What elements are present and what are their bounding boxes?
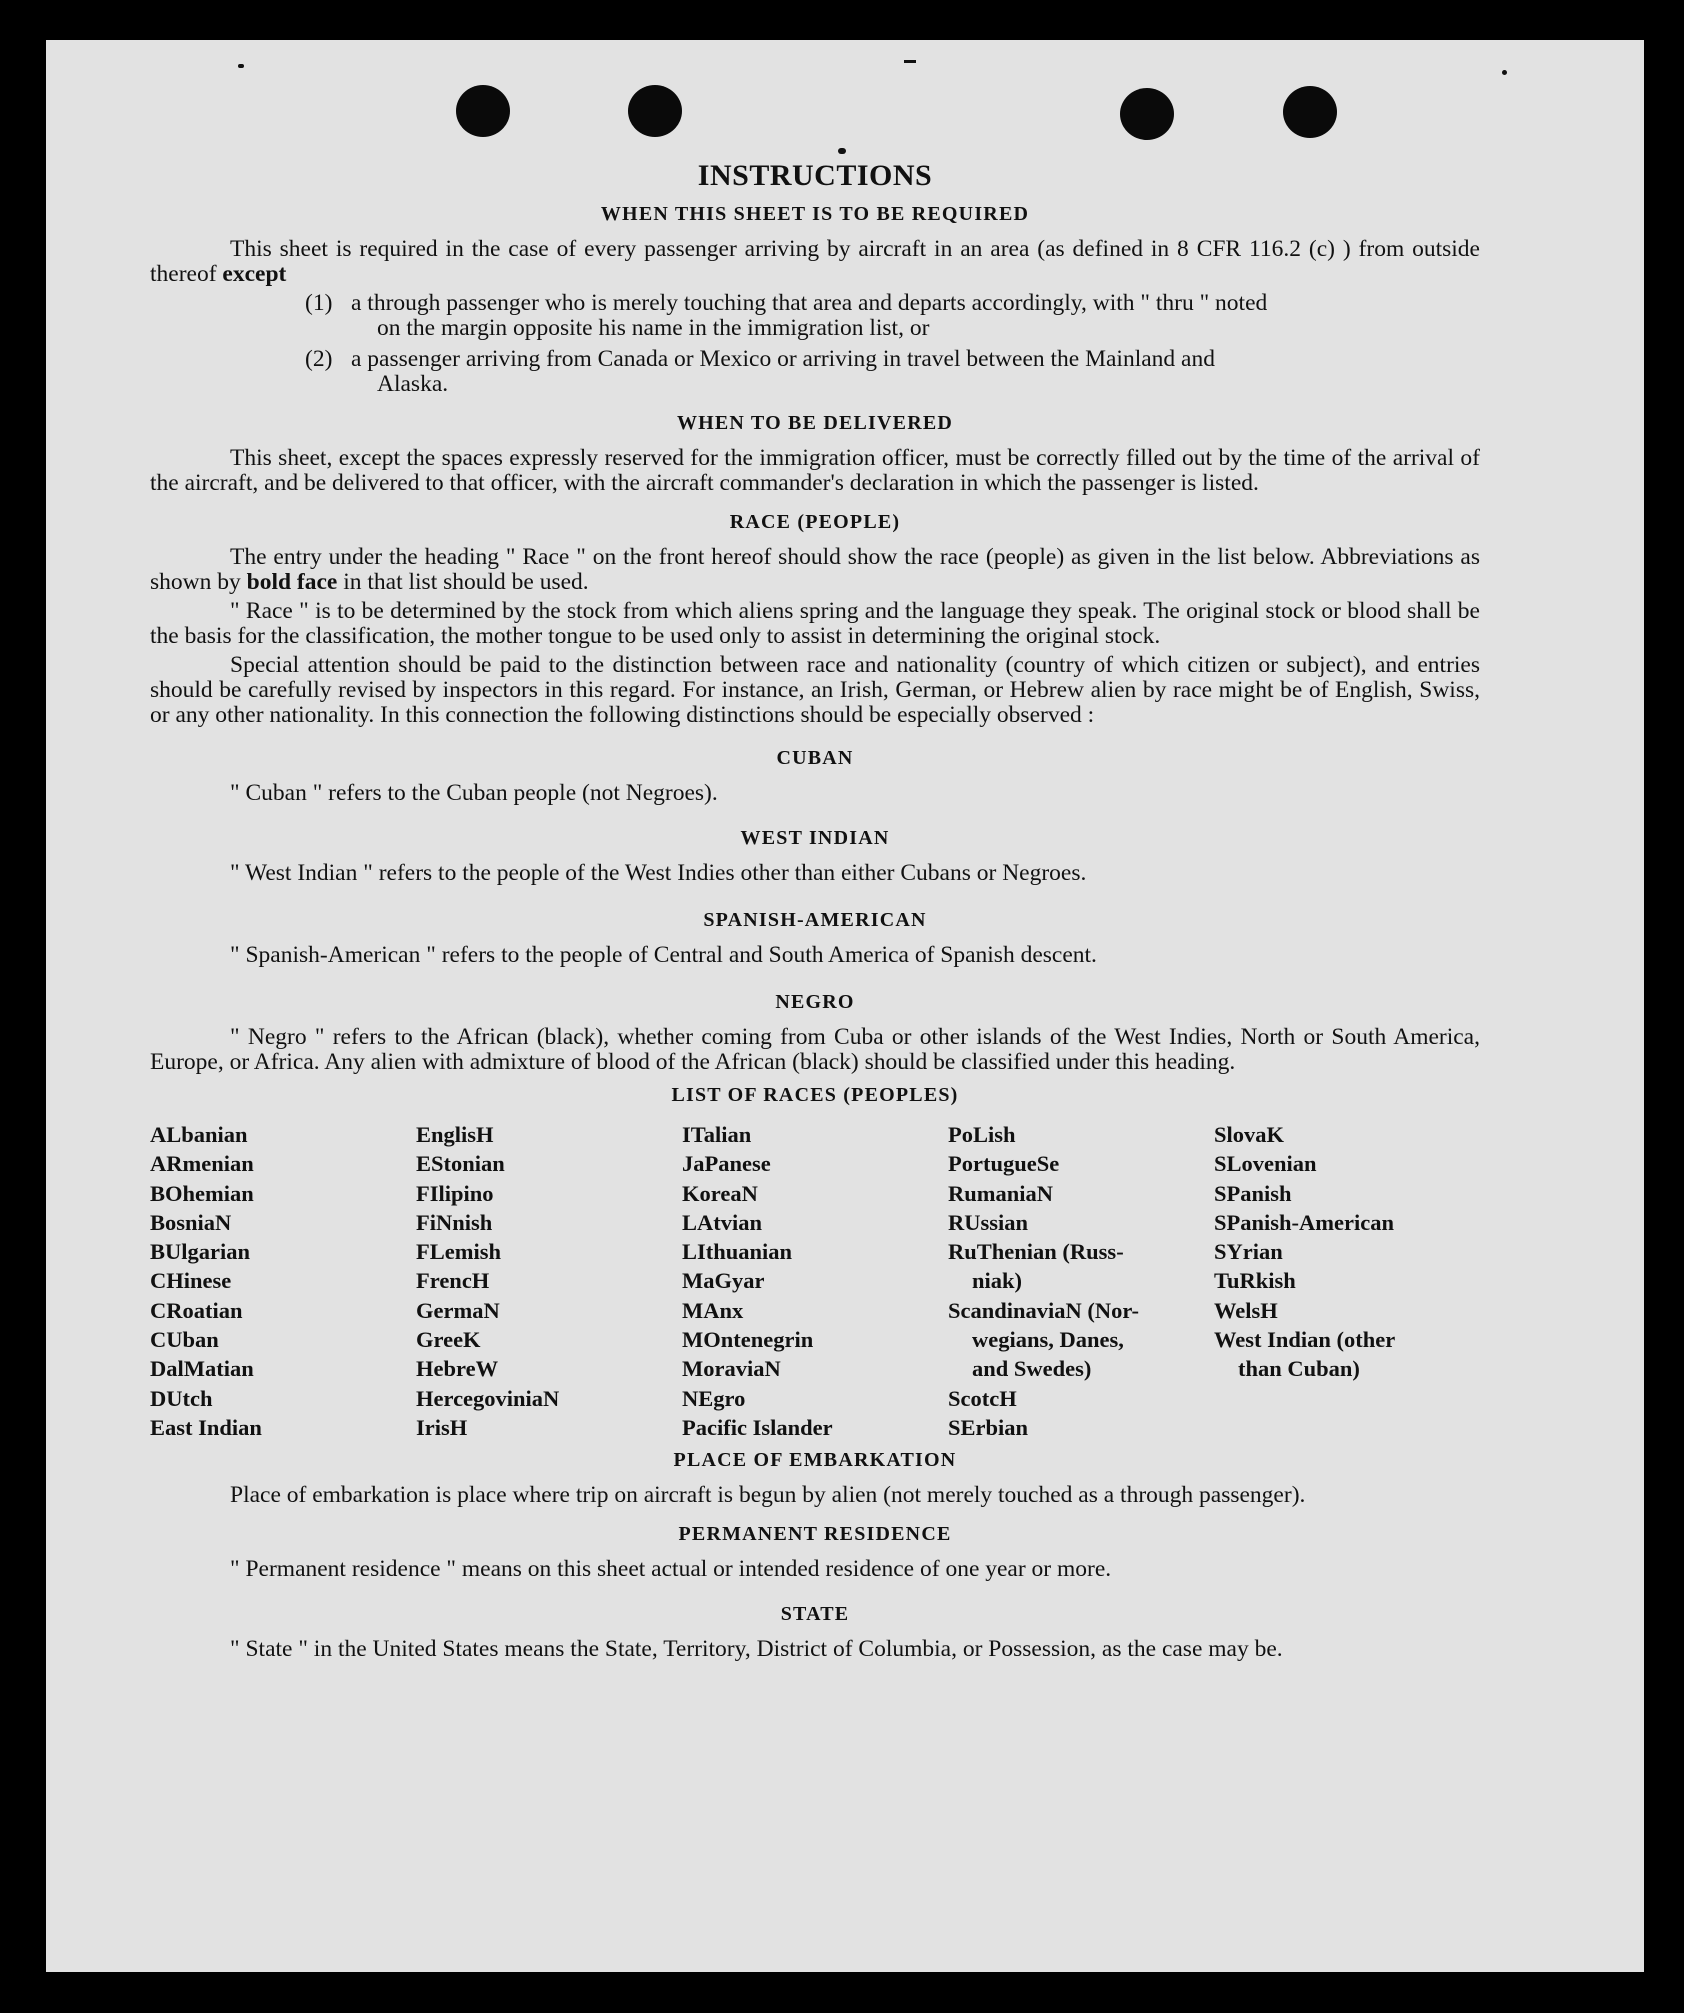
race-entry: SYrian — [1214, 1239, 1283, 1265]
race-entry: MoraviaN — [682, 1356, 781, 1382]
race-entry: CRoatian — [150, 1297, 243, 1323]
race-entry: WelsH — [1214, 1297, 1278, 1323]
heading-embarkation: PLACE OF EMBARKATION — [673, 1449, 957, 1472]
speck — [1502, 70, 1507, 75]
race-entry: SErbian — [948, 1414, 1029, 1440]
race-entry: ITalian — [682, 1122, 752, 1147]
races-column-5 — [1214, 1120, 1480, 1442]
race-entry: FLemish — [416, 1239, 502, 1265]
race-entry: BUlgarian — [150, 1239, 251, 1265]
race-entry: ALbanian — [150, 1122, 248, 1147]
race-entry: BosniaN — [150, 1209, 232, 1235]
heading-list-of-races: LIST OF RACES (PEOPLES) — [671, 1084, 959, 1106]
races-list — [150, 1120, 1480, 1442]
race-entry-continued: niak) — [972, 1268, 1023, 1294]
race-entry: RuThenian (Russ- — [948, 1239, 1124, 1265]
race-entry: MOntenegrin — [682, 1327, 814, 1353]
race-entry: BOhemian — [150, 1180, 254, 1206]
race-paragraph-1: The entry under the heading " Race " on the front hereof should show the race (people) as given in the list below. Abbreviations as shown by bold face in that list should be used. — [150, 544, 1480, 595]
negro-text: " Negro " refers to the African (black), whether coming from Cuba or other islands of the West Indies, North or South America, Europe, or Africa. Any alien with admixture of blood of the African (black) should be classified under this heading. — [150, 1024, 1480, 1075]
race-entry: RUssian — [948, 1209, 1029, 1235]
race-entry: PortugueSe — [948, 1151, 1060, 1177]
speck — [904, 60, 916, 63]
race-entry: HebreW — [416, 1356, 499, 1382]
race-entry-continued: wegians, Danes, — [972, 1327, 1124, 1353]
race-entry-continued: and Swedes) — [972, 1356, 1092, 1382]
heading-west-indian: WEST INDIAN — [740, 827, 890, 849]
races-column-1 — [150, 1120, 416, 1442]
race-entry: HercegoviniaN — [416, 1385, 560, 1411]
when-delivered-text: This sheet, except the spaces expressly reserved for the immigration officer, must be correctly filled out by the time of the arrival of the aircraft, and be delivered to that officer, with the aircraft commander's declaration in which the passenger is listed. — [150, 445, 1480, 496]
race-paragraph-3: Special attention should be paid to the distinction between race and nationality (country of which citizen or subject), and entries should be carefully revised by inspectors in this regard. For instance, an Irish, German, or Hebrew alien by race might be of English, Swiss, or any other nationality. In this connection the following distinctions should be especially observed : — [150, 652, 1480, 728]
speck — [238, 64, 244, 68]
race-entry: ScandinaviaN (Nor- — [948, 1297, 1140, 1323]
cuban-text: " Cuban " refers to the Cuban people (not Negroes). — [230, 780, 718, 806]
when-required-intro: This sheet is required in the case of every passenger arriving by aircraft in an area (as defined in 8 CFR 116.2 (c) ) from outside thereof except — [150, 236, 1480, 287]
west-indian-text: " West Indian " refers to the people of the West Indies other than either Cubans or Negroes. — [230, 860, 1087, 886]
embarkation-text: Place of embarkation is place where trip on aircraft is begun by alien (not merely touched as a through passenger). — [230, 1482, 1306, 1509]
race-entry: IrisH — [416, 1414, 468, 1440]
heading-negro: NEGRO — [775, 991, 855, 1013]
race-entry: RumaniaN — [948, 1180, 1054, 1206]
punch-hole — [628, 85, 682, 137]
punch-hole — [456, 85, 510, 137]
spanish-american-text: " Spanish-American " refers to the people of Central and South America of Spanish descent. — [230, 942, 1097, 968]
race-entry: DUtch — [150, 1385, 213, 1411]
heading-state: STATE — [780, 1603, 850, 1626]
punch-hole — [1283, 86, 1337, 138]
race-entry: MAnx — [682, 1297, 744, 1323]
race-entry: KoreaN — [682, 1180, 758, 1206]
speck — [838, 148, 846, 154]
heading-when-required: WHEN THIS SHEET IS TO BE REQUIRED — [600, 203, 1030, 225]
race-entry: SlovaK — [1214, 1122, 1285, 1147]
exception-item-1: (1) a through passenger who is merely touching that area and departs accordingly, with " thru " noted on the margin opposite his name in the immigration list, or — [305, 290, 1268, 341]
race-entry: LAtvian — [682, 1209, 763, 1235]
races-column-3 — [682, 1120, 948, 1442]
page-title: INSTRUCTIONS — [697, 159, 933, 192]
punch-hole — [1120, 88, 1174, 140]
residence-text: " Permanent residence " means on this sheet actual or intended residence of one year or more. — [230, 1556, 1112, 1583]
state-text: " State " in the United States means the State, Territory, District of Columbia, or Possession, as the case may be. — [230, 1636, 1283, 1663]
heading-race: RACE (PEOPLE) — [729, 511, 901, 533]
race-entry: TuRkish — [1214, 1268, 1296, 1294]
race-entry: DalMatian — [150, 1356, 254, 1382]
races-column-4 — [948, 1120, 1214, 1442]
race-entry: ScotcH — [948, 1385, 1017, 1411]
heading-spanish-american: SPANISH-AMERICAN — [703, 909, 927, 931]
race-entry: West Indian (other — [1214, 1327, 1396, 1353]
heading-cuban: CUBAN — [776, 747, 854, 769]
race-entry: EnglisH — [416, 1122, 494, 1147]
race-entry: SPanish — [1214, 1180, 1292, 1206]
race-entry: JaPanese — [682, 1151, 771, 1177]
race-entry: MaGyar — [682, 1268, 765, 1294]
race-entry: SPanish-American — [1214, 1209, 1394, 1235]
race-entry: Pacific Islander — [682, 1414, 833, 1440]
race-entry: FIlipino — [416, 1180, 494, 1206]
race-entry: FrencH — [416, 1268, 490, 1294]
races-column-2 — [416, 1120, 682, 1442]
race-entry: CUban — [150, 1327, 219, 1353]
race-entry: SLovenian — [1214, 1151, 1317, 1177]
race-entry: EStonian — [416, 1151, 505, 1177]
exception-item-2: (2) a passenger arriving from Canada or Mexico or arriving in travel between the Mainland and Alaska. — [305, 346, 1215, 397]
race-entry-continued: than Cuban) — [1238, 1356, 1360, 1382]
heading-when-delivered: WHEN TO BE DELIVERED — [676, 412, 954, 434]
race-entry: GermaN — [416, 1297, 500, 1323]
race-entry: NEgro — [682, 1385, 746, 1411]
race-entry: PoLish — [948, 1122, 1016, 1147]
heading-residence: PERMANENT RESIDENCE — [678, 1523, 952, 1546]
race-entry: ARmenian — [150, 1151, 254, 1177]
race-paragraph-2: " Race " is to be determined by the stock from which aliens spring and the language they speak. The original stock or blood shall be the basis for the classification, the mother tongue to be used only to assist in determining the original stock. — [150, 598, 1480, 649]
race-entry: FiNnish — [416, 1209, 493, 1235]
race-entry: CHinese — [150, 1268, 232, 1294]
race-entry: GreeK — [416, 1327, 481, 1353]
instructions-content — [150, 155, 1480, 1662]
race-entry: East Indian — [150, 1414, 262, 1440]
race-entry: LIthuanian — [682, 1239, 793, 1265]
